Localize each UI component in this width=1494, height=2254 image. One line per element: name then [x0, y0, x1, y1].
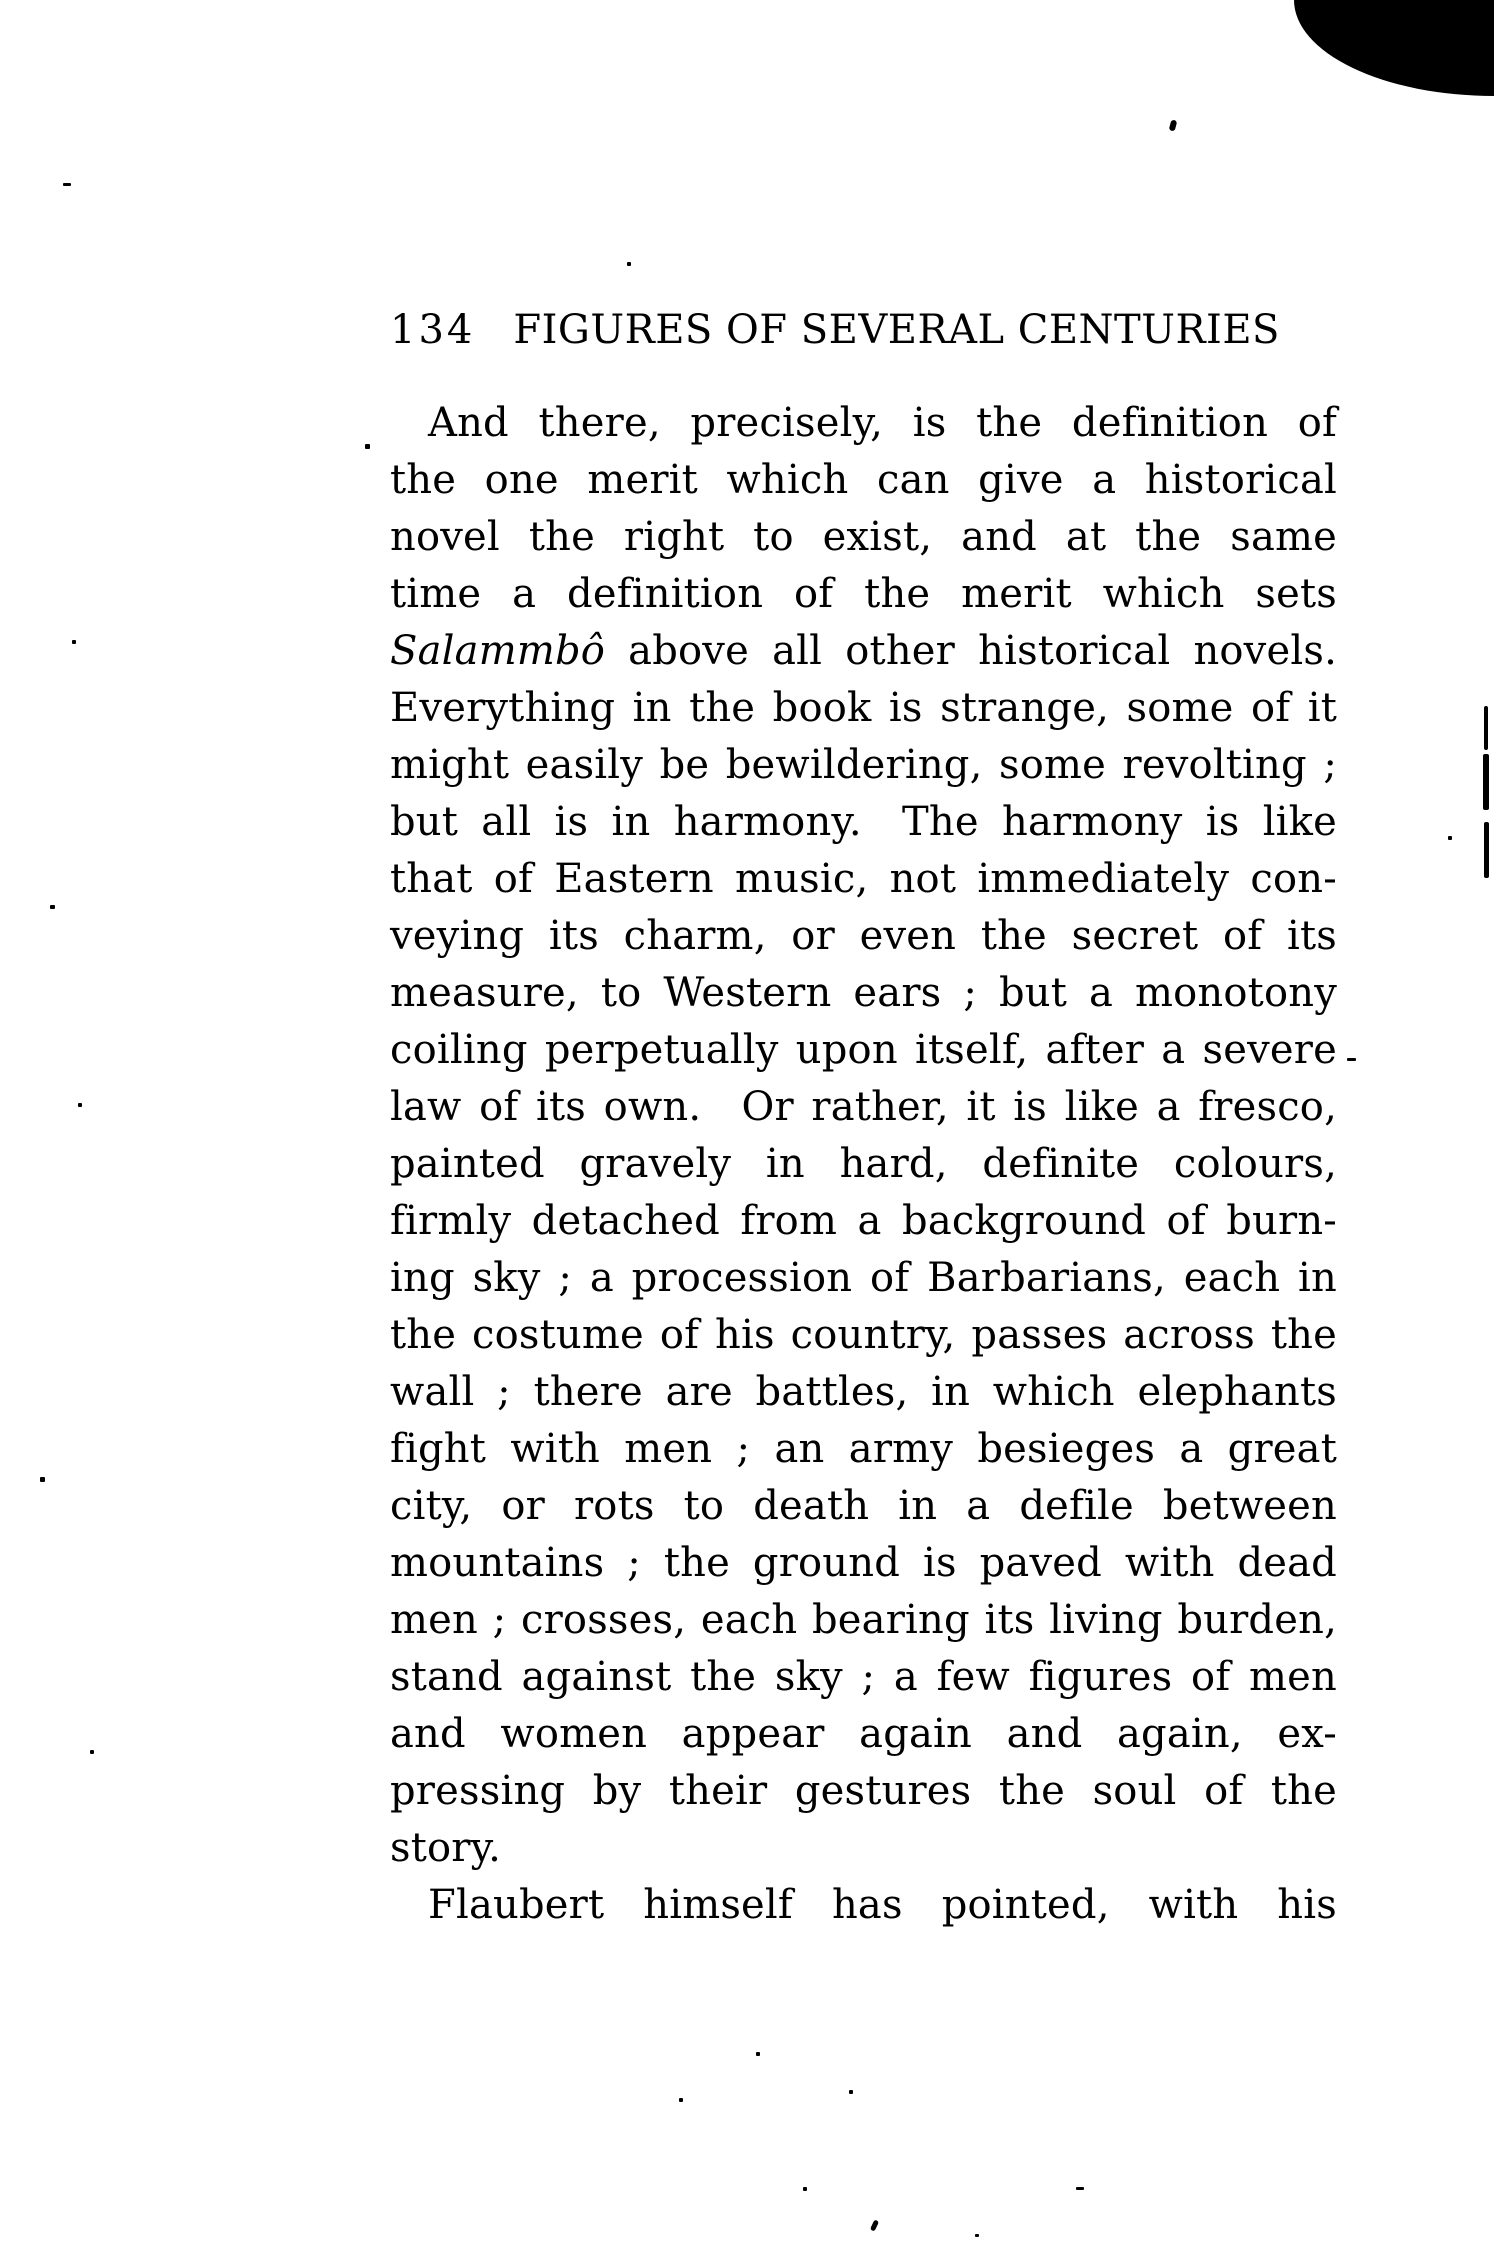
text-line: fight with men ; an army besieges a great	[390, 1426, 1337, 1472]
ink-speck	[849, 2090, 853, 2094]
text-line-rest: above all other historical novels.	[605, 628, 1337, 674]
margin-mark	[1483, 754, 1489, 810]
text-line: Flaubert himself has pointed, with his	[428, 1882, 1337, 1928]
ink-speck	[1169, 119, 1178, 131]
ink-speck	[679, 2098, 683, 2102]
running-title: FIGURES OF SEVERAL CENTURIES	[513, 307, 1280, 353]
book-title-italic: Salammbô	[390, 628, 606, 674]
text-line: might easily be bewildering, some revolting ;	[390, 742, 1337, 788]
ink-speck	[975, 2234, 979, 2237]
page-text	[390, 395, 1337, 1934]
paragraph-2	[390, 1877, 1337, 1934]
ink-speck	[1347, 1058, 1356, 1061]
scan-corner-artifact	[1294, 0, 1494, 96]
text-line: pressing by their gestures the soul of the	[390, 1768, 1337, 1814]
text-line	[390, 623, 1337, 680]
text-line: Everything in the book is strange, some of it	[390, 685, 1337, 731]
text-line: painted gravely in hard, definite colours,	[390, 1141, 1337, 1187]
text-line: the costume of his country, passes across the	[390, 1312, 1337, 1358]
text-line: ing sky ; a procession of Barbarians, each in	[390, 1255, 1337, 1301]
ink-speck	[1448, 836, 1452, 840]
text-line: city, or rots to death in a defile between	[390, 1483, 1337, 1529]
ink-speck	[803, 2187, 807, 2191]
paragraph-1	[390, 395, 1337, 1877]
text-line: mountains ; the ground is paved with dead	[390, 1540, 1337, 1586]
text-line: firmly detached from a background of burn-	[390, 1198, 1337, 1244]
running-header	[390, 306, 1330, 354]
text-line: story.	[390, 1825, 502, 1871]
ink-speck	[90, 1750, 94, 1754]
text-line: but all is in harmony. The harmony is like	[390, 799, 1337, 845]
text-line: men ; crosses, each bearing its living burden,	[390, 1597, 1337, 1643]
text-line: wall ; there are battles, in which elephants	[390, 1369, 1337, 1415]
text-line: the one merit which can give a historical	[390, 457, 1337, 503]
ink-speck	[627, 262, 631, 266]
text-line: veying its charm, or even the secret of its	[390, 913, 1337, 959]
text-line: that of Eastern music, not immediately con-	[390, 856, 1337, 902]
margin-mark	[1484, 822, 1489, 878]
ink-speck	[1076, 2187, 1084, 2190]
text-line: novel the right to exist, and at the same	[390, 514, 1337, 560]
ink-speck	[40, 1477, 45, 1482]
margin-mark	[1484, 706, 1488, 750]
ink-speck	[870, 2219, 879, 2231]
ink-speck	[756, 2052, 760, 2056]
ink-speck	[50, 905, 55, 909]
ink-speck	[78, 1103, 82, 1107]
text-line: And there, precisely, is the definition of	[428, 400, 1337, 446]
text-line: and women appear again and again, ex-	[390, 1711, 1337, 1757]
page-number: 134	[390, 307, 476, 353]
text-line: law of its own. Or rather, it is like a fresco,	[390, 1084, 1337, 1130]
text-line: stand against the sky ; a few figures of men	[390, 1654, 1337, 1700]
ink-speck	[63, 183, 71, 186]
text-line: measure, to Western ears ; but a monotony	[390, 970, 1337, 1016]
text-line: coiling perpetually upon itself, after a severe	[390, 1027, 1337, 1073]
text-line: time a definition of the merit which sets	[390, 571, 1337, 617]
ink-speck	[365, 444, 370, 449]
ink-speck	[72, 640, 76, 644]
